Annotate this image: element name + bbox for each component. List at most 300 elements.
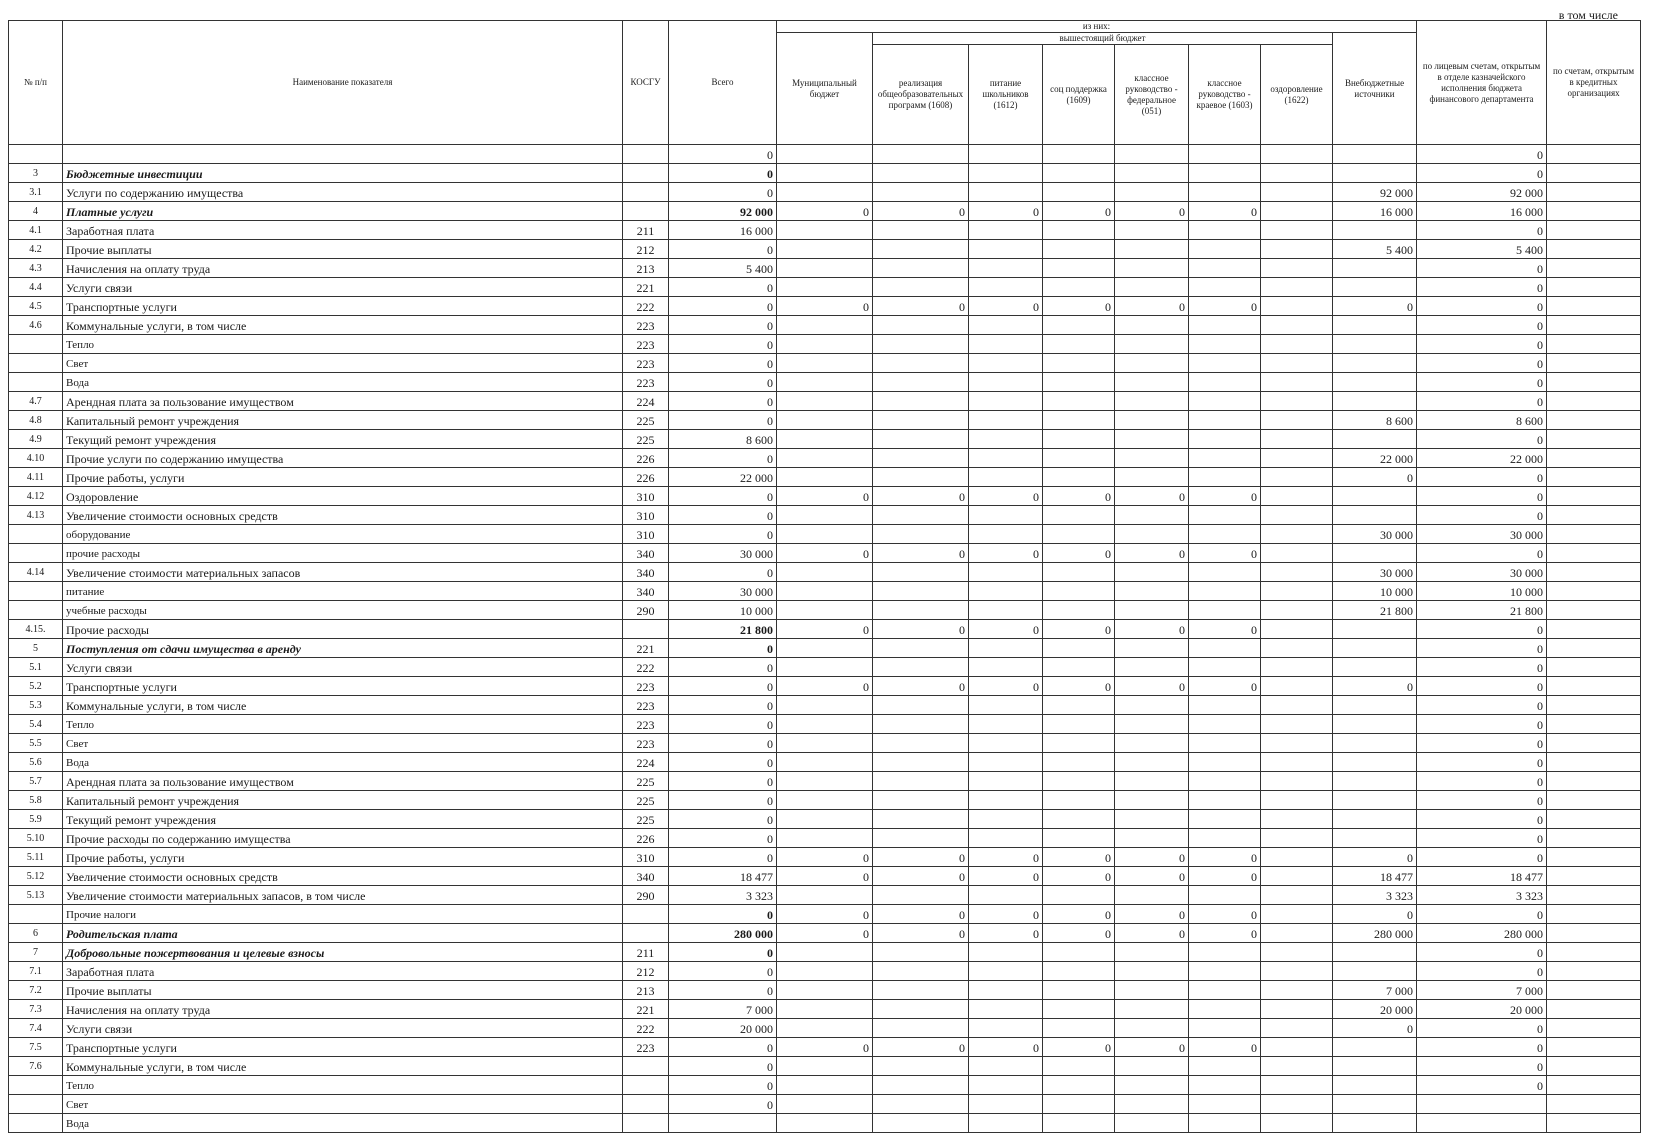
cell-ls: 0 — [1417, 544, 1547, 563]
cell-mun — [777, 506, 873, 525]
cell-mun — [777, 373, 873, 392]
cell-c051 — [1115, 962, 1189, 981]
cell-c1609 — [1043, 1076, 1115, 1095]
cell-c1608: 0 — [873, 905, 969, 924]
table-row — [9, 240, 1641, 259]
cell-c1608 — [873, 278, 969, 297]
cell-ls: 0 — [1417, 430, 1547, 449]
cell-c1622 — [1261, 658, 1333, 677]
cell-total: 30 000 — [669, 582, 777, 601]
cell-credit — [1547, 981, 1641, 1000]
cell-no: 4.9 — [9, 430, 63, 449]
cell-total: 18 477 — [669, 867, 777, 886]
cell-credit — [1547, 297, 1641, 316]
cell-no: 6 — [9, 924, 63, 943]
cell-c1609: 0 — [1043, 620, 1115, 639]
cell-c1609 — [1043, 145, 1115, 164]
cell-c1612 — [969, 582, 1043, 601]
cell-c1603 — [1189, 1019, 1261, 1038]
cell-kosgu: 310 — [623, 848, 669, 867]
cell-total: 8 600 — [669, 430, 777, 449]
cell-c1608 — [873, 810, 969, 829]
cell-total: 16 000 — [669, 221, 777, 240]
cell-c1603 — [1189, 962, 1261, 981]
cell-total: 0 — [669, 753, 777, 772]
table-row — [9, 829, 1641, 848]
cell-c1603 — [1189, 145, 1261, 164]
cell-c1608 — [873, 582, 969, 601]
cell-name: Свет — [63, 734, 623, 753]
cell-no — [9, 1076, 63, 1095]
cell-c1612 — [969, 392, 1043, 411]
cell-no — [9, 145, 63, 164]
cell-c1608: 0 — [873, 677, 969, 696]
cell-c1612 — [969, 183, 1043, 202]
cell-c1609: 0 — [1043, 848, 1115, 867]
cell-name: Начисления на оплату труда — [63, 1000, 623, 1019]
cell-extra — [1333, 696, 1417, 715]
cell-c051 — [1115, 278, 1189, 297]
cell-extra — [1333, 487, 1417, 506]
cell-c051 — [1115, 259, 1189, 278]
cell-ls: 0 — [1417, 354, 1547, 373]
cell-total — [669, 1114, 777, 1133]
cell-c1622 — [1261, 1000, 1333, 1019]
cell-c1622 — [1261, 829, 1333, 848]
cell-mun — [777, 563, 873, 582]
cell-name: питание — [63, 582, 623, 601]
cell-no: 7.3 — [9, 1000, 63, 1019]
cell-ls: 3 323 — [1417, 886, 1547, 905]
cell-extra: 92 000 — [1333, 183, 1417, 202]
cell-name — [63, 145, 623, 164]
table-row — [9, 639, 1641, 658]
cell-mun — [777, 430, 873, 449]
cell-kosgu: 225 — [623, 791, 669, 810]
cell-c1612 — [969, 1076, 1043, 1095]
cell-c1603 — [1189, 1114, 1261, 1133]
cell-no — [9, 601, 63, 620]
cell-c1603 — [1189, 392, 1261, 411]
cell-extra: 3 323 — [1333, 886, 1417, 905]
cell-total: 0 — [669, 658, 777, 677]
cell-credit — [1547, 183, 1641, 202]
cell-credit — [1547, 202, 1641, 221]
table-body — [9, 145, 1641, 1133]
cell-c1612: 0 — [969, 544, 1043, 563]
cell-kosgu: 223 — [623, 354, 669, 373]
cell-c051 — [1115, 658, 1189, 677]
cell-c1612: 0 — [969, 924, 1043, 943]
cell-credit — [1547, 734, 1641, 753]
cell-c1622 — [1261, 962, 1333, 981]
col-1608-header: реализация общеобразовательных программ (1608) — [873, 45, 969, 145]
cell-ls: 10 000 — [1417, 582, 1547, 601]
cell-no: 4.4 — [9, 278, 63, 297]
cell-name: Добровольные пожертвования и целевые взносы — [63, 943, 623, 962]
cell-total: 0 — [669, 639, 777, 658]
cell-c051 — [1115, 468, 1189, 487]
table-row — [9, 715, 1641, 734]
cell-c1608: 0 — [873, 297, 969, 316]
cell-c1603: 0 — [1189, 620, 1261, 639]
table-row — [9, 582, 1641, 601]
cell-c1622 — [1261, 316, 1333, 335]
table-row — [9, 164, 1641, 183]
col-extra-header: Внебюджетные источники — [1333, 33, 1417, 145]
cell-kosgu: 290 — [623, 601, 669, 620]
cell-mun: 0 — [777, 202, 873, 221]
cell-c1608 — [873, 145, 969, 164]
cell-c1603 — [1189, 354, 1261, 373]
cell-credit — [1547, 145, 1641, 164]
cell-c051 — [1115, 1095, 1189, 1114]
cell-c051 — [1115, 316, 1189, 335]
cell-c1612 — [969, 981, 1043, 1000]
cell-no: 4.5 — [9, 297, 63, 316]
cell-credit — [1547, 829, 1641, 848]
cell-c1612 — [969, 1019, 1043, 1038]
cell-extra: 21 800 — [1333, 601, 1417, 620]
cell-no: 4.2 — [9, 240, 63, 259]
cell-kosgu: 223 — [623, 1038, 669, 1057]
cell-name: Текущий ремонт учреждения — [63, 430, 623, 449]
cell-c051: 0 — [1115, 848, 1189, 867]
cell-extra — [1333, 1095, 1417, 1114]
cell-credit — [1547, 259, 1641, 278]
cell-kosgu — [623, 145, 669, 164]
cell-no: 5.8 — [9, 791, 63, 810]
cell-no — [9, 582, 63, 601]
cell-c1609 — [1043, 183, 1115, 202]
cell-c1622 — [1261, 468, 1333, 487]
cell-credit — [1547, 962, 1641, 981]
table-row — [9, 411, 1641, 430]
cell-c051: 0 — [1115, 297, 1189, 316]
cell-c1608: 0 — [873, 620, 969, 639]
cell-no: 5.9 — [9, 810, 63, 829]
cell-c1608 — [873, 658, 969, 677]
cell-no — [9, 525, 63, 544]
cell-no — [9, 1114, 63, 1133]
cell-mun: 0 — [777, 677, 873, 696]
cell-c1603 — [1189, 886, 1261, 905]
cell-name: Заработная плата — [63, 221, 623, 240]
cell-total: 0 — [669, 677, 777, 696]
cell-ls: 8 600 — [1417, 411, 1547, 430]
cell-c1622 — [1261, 145, 1333, 164]
cell-no: 4.1 — [9, 221, 63, 240]
cell-mun — [777, 164, 873, 183]
col-personal-header: по лицевым счетам, открытым в отделе казначейского исполнения бюджета финансового департамента — [1417, 21, 1547, 145]
cell-name: Тепло — [63, 715, 623, 734]
cell-kosgu: 340 — [623, 867, 669, 886]
cell-c1609 — [1043, 1114, 1115, 1133]
cell-credit — [1547, 772, 1641, 791]
table-row — [9, 145, 1641, 164]
cell-c051: 0 — [1115, 924, 1189, 943]
cell-c1609 — [1043, 221, 1115, 240]
cell-credit — [1547, 164, 1641, 183]
cell-c1612 — [969, 639, 1043, 658]
cell-c1612 — [969, 525, 1043, 544]
cell-kosgu: 212 — [623, 240, 669, 259]
cell-name: Тепло — [63, 1076, 623, 1095]
cell-mun — [777, 468, 873, 487]
cell-kosgu: 340 — [623, 563, 669, 582]
cell-c1608 — [873, 411, 969, 430]
cell-no: 4 — [9, 202, 63, 221]
cell-total: 0 — [669, 145, 777, 164]
cell-mun — [777, 791, 873, 810]
col-051-header: классное руководство - федеральное (051) — [1115, 45, 1189, 145]
cell-c1622 — [1261, 183, 1333, 202]
cell-kosgu: 226 — [623, 468, 669, 487]
cell-ls — [1417, 1114, 1547, 1133]
cell-extra — [1333, 1057, 1417, 1076]
cell-mun: 0 — [777, 297, 873, 316]
cell-extra: 0 — [1333, 468, 1417, 487]
cell-mun: 0 — [777, 867, 873, 886]
cell-c1603 — [1189, 525, 1261, 544]
cell-extra — [1333, 506, 1417, 525]
cell-ls: 0 — [1417, 316, 1547, 335]
cell-kosgu: 224 — [623, 392, 669, 411]
cell-c1608 — [873, 221, 969, 240]
cell-mun — [777, 525, 873, 544]
cell-c1622 — [1261, 449, 1333, 468]
cell-credit — [1547, 601, 1641, 620]
cell-ls: 5 400 — [1417, 240, 1547, 259]
cell-ls: 0 — [1417, 297, 1547, 316]
cell-c1608 — [873, 525, 969, 544]
cell-total: 0 — [669, 734, 777, 753]
cell-total: 0 — [669, 335, 777, 354]
cell-c1608 — [873, 354, 969, 373]
cell-c1622 — [1261, 297, 1333, 316]
cell-ls: 0 — [1417, 639, 1547, 658]
cell-c1609 — [1043, 791, 1115, 810]
col-municipal-header: Муниципальный бюджет — [777, 33, 873, 145]
cell-no: 4.7 — [9, 392, 63, 411]
cell-kosgu: 223 — [623, 373, 669, 392]
cell-no: 5.5 — [9, 734, 63, 753]
cell-extra — [1333, 373, 1417, 392]
cell-c051 — [1115, 335, 1189, 354]
table-row — [9, 1076, 1641, 1095]
cell-c1603 — [1189, 1076, 1261, 1095]
cell-ls: 0 — [1417, 658, 1547, 677]
table-row — [9, 278, 1641, 297]
cell-c1608 — [873, 392, 969, 411]
cell-c1612 — [969, 335, 1043, 354]
cell-extra — [1333, 164, 1417, 183]
cell-c1612 — [969, 1114, 1043, 1133]
cell-c1603 — [1189, 791, 1261, 810]
cell-kosgu: 225 — [623, 772, 669, 791]
cell-c1608 — [873, 430, 969, 449]
higher-budget-header: вышестоящий бюджет — [873, 33, 1333, 45]
cell-c1622 — [1261, 620, 1333, 639]
cell-c1603 — [1189, 753, 1261, 772]
cell-ls: 18 477 — [1417, 867, 1547, 886]
cell-extra — [1333, 658, 1417, 677]
cell-total: 0 — [669, 1057, 777, 1076]
cell-name: Транспортные услуги — [63, 677, 623, 696]
cell-c1609 — [1043, 1095, 1115, 1114]
cell-c1612 — [969, 753, 1043, 772]
cell-c1603 — [1189, 1000, 1261, 1019]
cell-c1608 — [873, 1000, 969, 1019]
table-row — [9, 620, 1641, 639]
cell-extra — [1333, 962, 1417, 981]
cell-kosgu — [623, 202, 669, 221]
cell-extra — [1333, 810, 1417, 829]
cell-kosgu: 213 — [623, 981, 669, 1000]
cell-c1603 — [1189, 164, 1261, 183]
cell-total: 0 — [669, 905, 777, 924]
cell-c1603: 0 — [1189, 1038, 1261, 1057]
cell-c1622 — [1261, 373, 1333, 392]
cell-no: 7.6 — [9, 1057, 63, 1076]
cell-c1603 — [1189, 259, 1261, 278]
col-credit-header: по счетам, открытым в кредитных организациях — [1547, 21, 1641, 145]
cell-extra — [1333, 259, 1417, 278]
cell-c051 — [1115, 164, 1189, 183]
cell-name: Вода — [63, 373, 623, 392]
cell-c1612 — [969, 563, 1043, 582]
cell-ls: 0 — [1417, 753, 1547, 772]
cell-extra — [1333, 354, 1417, 373]
cell-total: 0 — [669, 411, 777, 430]
cell-c051 — [1115, 696, 1189, 715]
cell-name: Капитальный ремонт учреждения — [63, 411, 623, 430]
col-1612-header: питание школьников (1612) — [969, 45, 1043, 145]
cell-kosgu: 223 — [623, 677, 669, 696]
cell-name: Услуги по содержанию имущества — [63, 183, 623, 202]
cell-c1608 — [873, 715, 969, 734]
cell-mun — [777, 829, 873, 848]
cell-extra: 30 000 — [1333, 525, 1417, 544]
cell-credit — [1547, 240, 1641, 259]
cell-c1608 — [873, 886, 969, 905]
cell-c1603: 0 — [1189, 905, 1261, 924]
cell-c1612 — [969, 259, 1043, 278]
cell-extra: 0 — [1333, 905, 1417, 924]
cell-ls: 0 — [1417, 1076, 1547, 1095]
cell-name: Заработная плата — [63, 962, 623, 981]
cell-extra — [1333, 772, 1417, 791]
table-row — [9, 430, 1641, 449]
cell-total: 5 400 — [669, 259, 777, 278]
cell-c1622 — [1261, 544, 1333, 563]
cell-c051: 0 — [1115, 1038, 1189, 1057]
cell-extra: 280 000 — [1333, 924, 1417, 943]
cell-c1622 — [1261, 696, 1333, 715]
cell-extra — [1333, 943, 1417, 962]
cell-kosgu: 221 — [623, 639, 669, 658]
cell-kosgu: 225 — [623, 810, 669, 829]
cell-c1603 — [1189, 335, 1261, 354]
cell-total: 0 — [669, 848, 777, 867]
cell-c1622 — [1261, 1057, 1333, 1076]
cell-c1608 — [873, 1019, 969, 1038]
cell-c1603 — [1189, 715, 1261, 734]
cell-mun: 0 — [777, 1038, 873, 1057]
cell-mun — [777, 734, 873, 753]
cell-credit — [1547, 753, 1641, 772]
cell-c1608 — [873, 373, 969, 392]
cell-mun — [777, 1019, 873, 1038]
cell-total: 0 — [669, 240, 777, 259]
cell-ls: 0 — [1417, 829, 1547, 848]
table-row — [9, 335, 1641, 354]
cell-c1603: 0 — [1189, 867, 1261, 886]
cell-c051 — [1115, 829, 1189, 848]
cell-name: Услуги связи — [63, 658, 623, 677]
cell-c1603 — [1189, 639, 1261, 658]
col-kosgu-header: КОСГУ — [623, 21, 669, 145]
cell-c1612: 0 — [969, 487, 1043, 506]
cell-c1609 — [1043, 354, 1115, 373]
cell-no: 5.7 — [9, 772, 63, 791]
cell-c1608 — [873, 449, 969, 468]
cell-name: Родительская плата — [63, 924, 623, 943]
cell-c1608 — [873, 1095, 969, 1114]
table-row — [9, 297, 1641, 316]
table-row — [9, 392, 1641, 411]
cell-ls: 0 — [1417, 791, 1547, 810]
cell-c051: 0 — [1115, 487, 1189, 506]
cell-credit — [1547, 582, 1641, 601]
cell-c051 — [1115, 601, 1189, 620]
cell-credit — [1547, 791, 1641, 810]
cell-c1608 — [873, 506, 969, 525]
cell-c1609 — [1043, 525, 1115, 544]
cell-c1608 — [873, 943, 969, 962]
cell-credit — [1547, 544, 1641, 563]
cell-credit — [1547, 411, 1641, 430]
cell-mun — [777, 715, 873, 734]
cell-c1609 — [1043, 1057, 1115, 1076]
cell-ls: 0 — [1417, 335, 1547, 354]
cell-c1612 — [969, 278, 1043, 297]
cell-name: Капитальный ремонт учреждения — [63, 791, 623, 810]
cell-c1622 — [1261, 886, 1333, 905]
cell-ls: 0 — [1417, 734, 1547, 753]
cell-c1612: 0 — [969, 677, 1043, 696]
cell-ls: 0 — [1417, 468, 1547, 487]
table-row — [9, 563, 1641, 582]
table-row — [9, 221, 1641, 240]
table-row — [9, 1114, 1641, 1133]
cell-total: 92 000 — [669, 202, 777, 221]
cell-c051 — [1115, 221, 1189, 240]
cell-extra — [1333, 544, 1417, 563]
cell-no: 7.2 — [9, 981, 63, 1000]
cell-name: Платные услуги — [63, 202, 623, 221]
cell-c1609 — [1043, 981, 1115, 1000]
cell-extra — [1333, 1038, 1417, 1057]
cell-c1622 — [1261, 905, 1333, 924]
cell-c1612 — [969, 1000, 1043, 1019]
cell-extra: 0 — [1333, 1019, 1417, 1038]
cell-c1612 — [969, 829, 1043, 848]
cell-c1612 — [969, 658, 1043, 677]
cell-mun: 0 — [777, 620, 873, 639]
cell-total: 10 000 — [669, 601, 777, 620]
cell-c1609 — [1043, 715, 1115, 734]
